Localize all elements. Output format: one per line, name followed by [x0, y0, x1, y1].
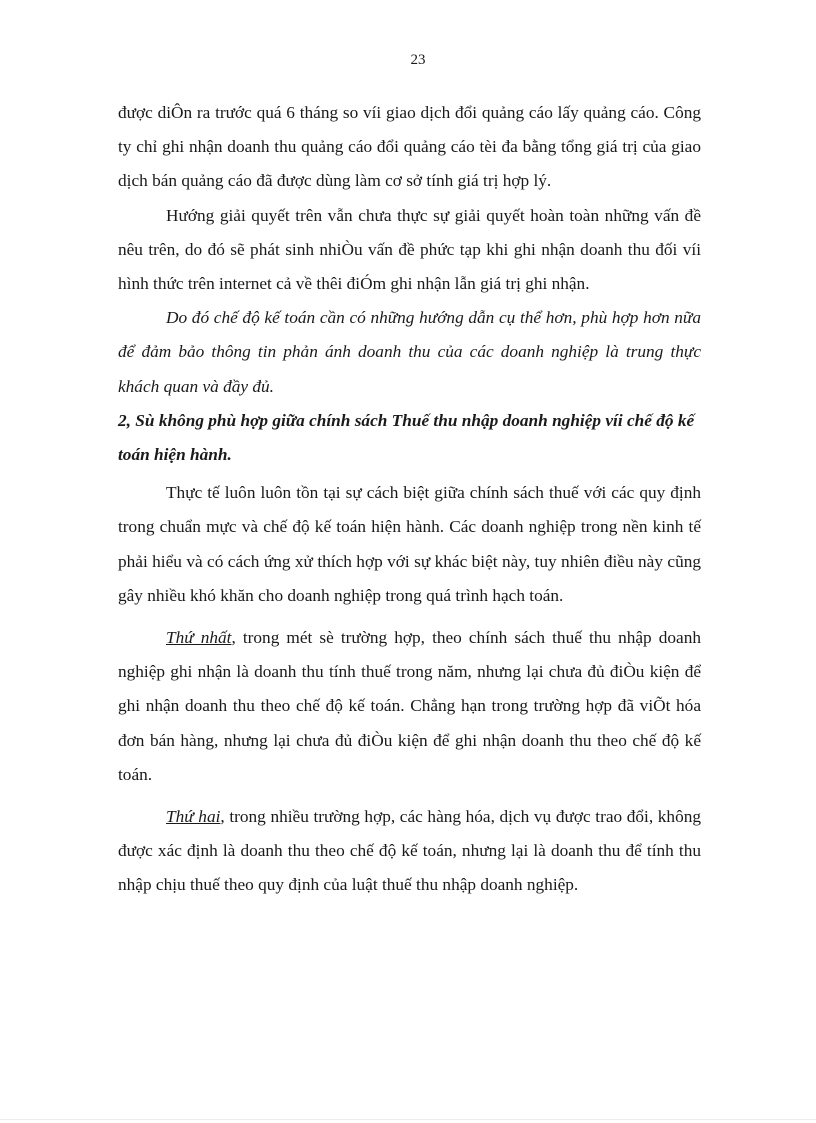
- second-case-text: , trong nhiều trường hợp, các hàng hóa, dịch vụ được trao đổi, không được xác định là doanh thu theo chế độ kế toán, nhưng lại là doanh thu để tính thu nhập chịu thuế theo quy định của luật thuế thu nhập doanh nghiệp.: [118, 807, 701, 895]
- paragraph-recommendation: Do đó chế độ kế toán cần có những hướng dẫn cụ thể hơn, phù hợp hơn nữa để đảm bảo thông tin phản ánh doanh thu của các doanh nghiệp là trung thực khách quan và đầy đủ.: [118, 308, 701, 396]
- paragraph-first-case: [118, 621, 701, 792]
- page-number: 23: [410, 52, 426, 68]
- first-case-text: , trong mét sè trường hợp, theo chính sách thuế thu nhập doanh nghiệp ghi nhận là doanh thu tính thuế trong năm, nhưng lại chưa đủ điÒu kiện để ghi nhận doanh thu theo chế độ kế toán. Chẳng hạn trong trường hợp đã viÕt hóa đơn bán hàng, nhưng lại chưa đủ điÒu kiện để ghi nhận doanh thu theo chế độ kế toán.: [118, 628, 701, 784]
- body-text: [118, 96, 701, 903]
- paragraph-second-case: [118, 800, 701, 903]
- paragraph-tax-difference: Thực tế luôn luôn tồn tại sự cách biệt giữa chính sách thuế với các quy định trong chuẩn mực và chế độ kế toán hiện hành. Các doanh nghiệp trong nền kinh tế phải hiểu và có cách ứng xử thích hợp với sự khác biệt này, tuy nhiên điều này cũng gây nhiều khó khăn cho doanh nghiệp trong quá trình hạch toán.: [118, 483, 701, 605]
- paragraph-solution-limits: Hướng giải quyết trên vẫn chưa thực sự giải quyết hoàn toàn những vấn đề nêu trên, do đó sẽ phát sinh nhiÒu vấn đề phức tạp khi ghi nhận doanh thu đối víi hình thức trên internet cả về thêi điÓm ghi nhận lẫn giá trị ghi nhận.: [118, 205, 701, 294]
- second-case-label: Thứ hai: [166, 807, 221, 827]
- first-case-label: Thứ nhất: [166, 628, 232, 648]
- paragraph-ad-exchange: được diÔn ra trước quá 6 tháng so víi giao dịch đổi quảng cáo lấy quảng cáo. Công ty chỉ ghi nhận doanh thu quảng cáo đổi quảng cáo tèi đa bằng tổng giá trị của giao dịch bán quảng cáo đã được dùng làm cơ sở tính giá trị hợp lý.: [118, 103, 701, 191]
- section-heading: 2, Sù không phù hợp giữa chính sách Thuế thu nhập doanh nghiệp víi chế độ kế toán hiện hành.: [118, 410, 695, 465]
- page-bottom-divider: [0, 1119, 816, 1120]
